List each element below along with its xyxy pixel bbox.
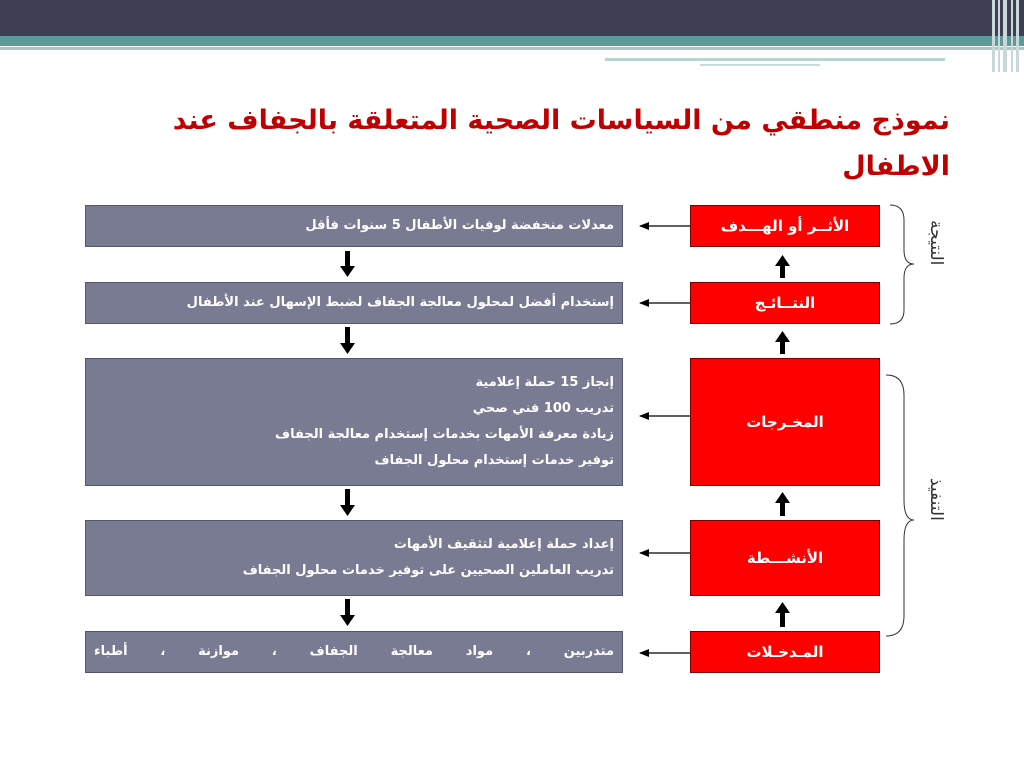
impact-description-line: معدلات منخفضة لوفيات الأطفال 5 سنوات فأقل — [305, 218, 614, 233]
down-arrow-2 — [340, 327, 355, 354]
level-outcomes-box: النتــائـج — [690, 282, 880, 324]
implementation-group-label: التنفيذ — [926, 478, 946, 521]
inputs-description-line: متدربين ، مواد معالجة الجفاف ، موازنة ، أطباء — [94, 644, 614, 659]
outputs-description-line: زيادة معرفة الأمهات بخدمات إستخدام معالجة الجفاف — [275, 427, 614, 442]
results-brace — [890, 205, 914, 324]
implementation-brace — [886, 375, 914, 636]
down-arrow-4 — [340, 599, 355, 626]
outputs-description-line: إنجاز 15 حملة إعلامية — [475, 375, 614, 390]
slide-title: نموذج منطقي من السياسات الصحية المتعلقة بالجفاف عند الاطفال — [172, 105, 950, 182]
up-arrow-2 — [775, 331, 790, 354]
level-activities-box: الأنشـــطة — [690, 520, 880, 596]
level-impact-box: الأثــر أو الهـــدف — [690, 205, 880, 247]
down-arrow-3 — [340, 489, 355, 516]
level-inputs-box: المـدخـلات — [690, 631, 880, 673]
results-group-label: النتيجة — [926, 220, 946, 266]
activities-description-line: تدريب العاملين الصحيين على توفير خدمات محلول الجفاف — [242, 563, 614, 578]
up-arrow-3 — [775, 492, 790, 516]
outputs-description-line: تدريب 100 فني صحي — [472, 401, 614, 416]
outputs-description-line: توفير خدمات إستخدام محلول الجفاف — [374, 453, 614, 468]
level-outputs-box: المخـرجات — [690, 358, 880, 486]
up-arrow-1 — [775, 255, 790, 278]
activities-description-line: إعداد حملة إعلامية لتثقيف الأمهات — [393, 537, 614, 552]
outcomes-description-line: إستخدام أفضل لمحلول معالجة الجفاف لضبط الإسهال عند الأطفال — [186, 295, 614, 310]
up-arrow-4 — [775, 602, 790, 627]
down-arrow-1 — [340, 251, 355, 277]
